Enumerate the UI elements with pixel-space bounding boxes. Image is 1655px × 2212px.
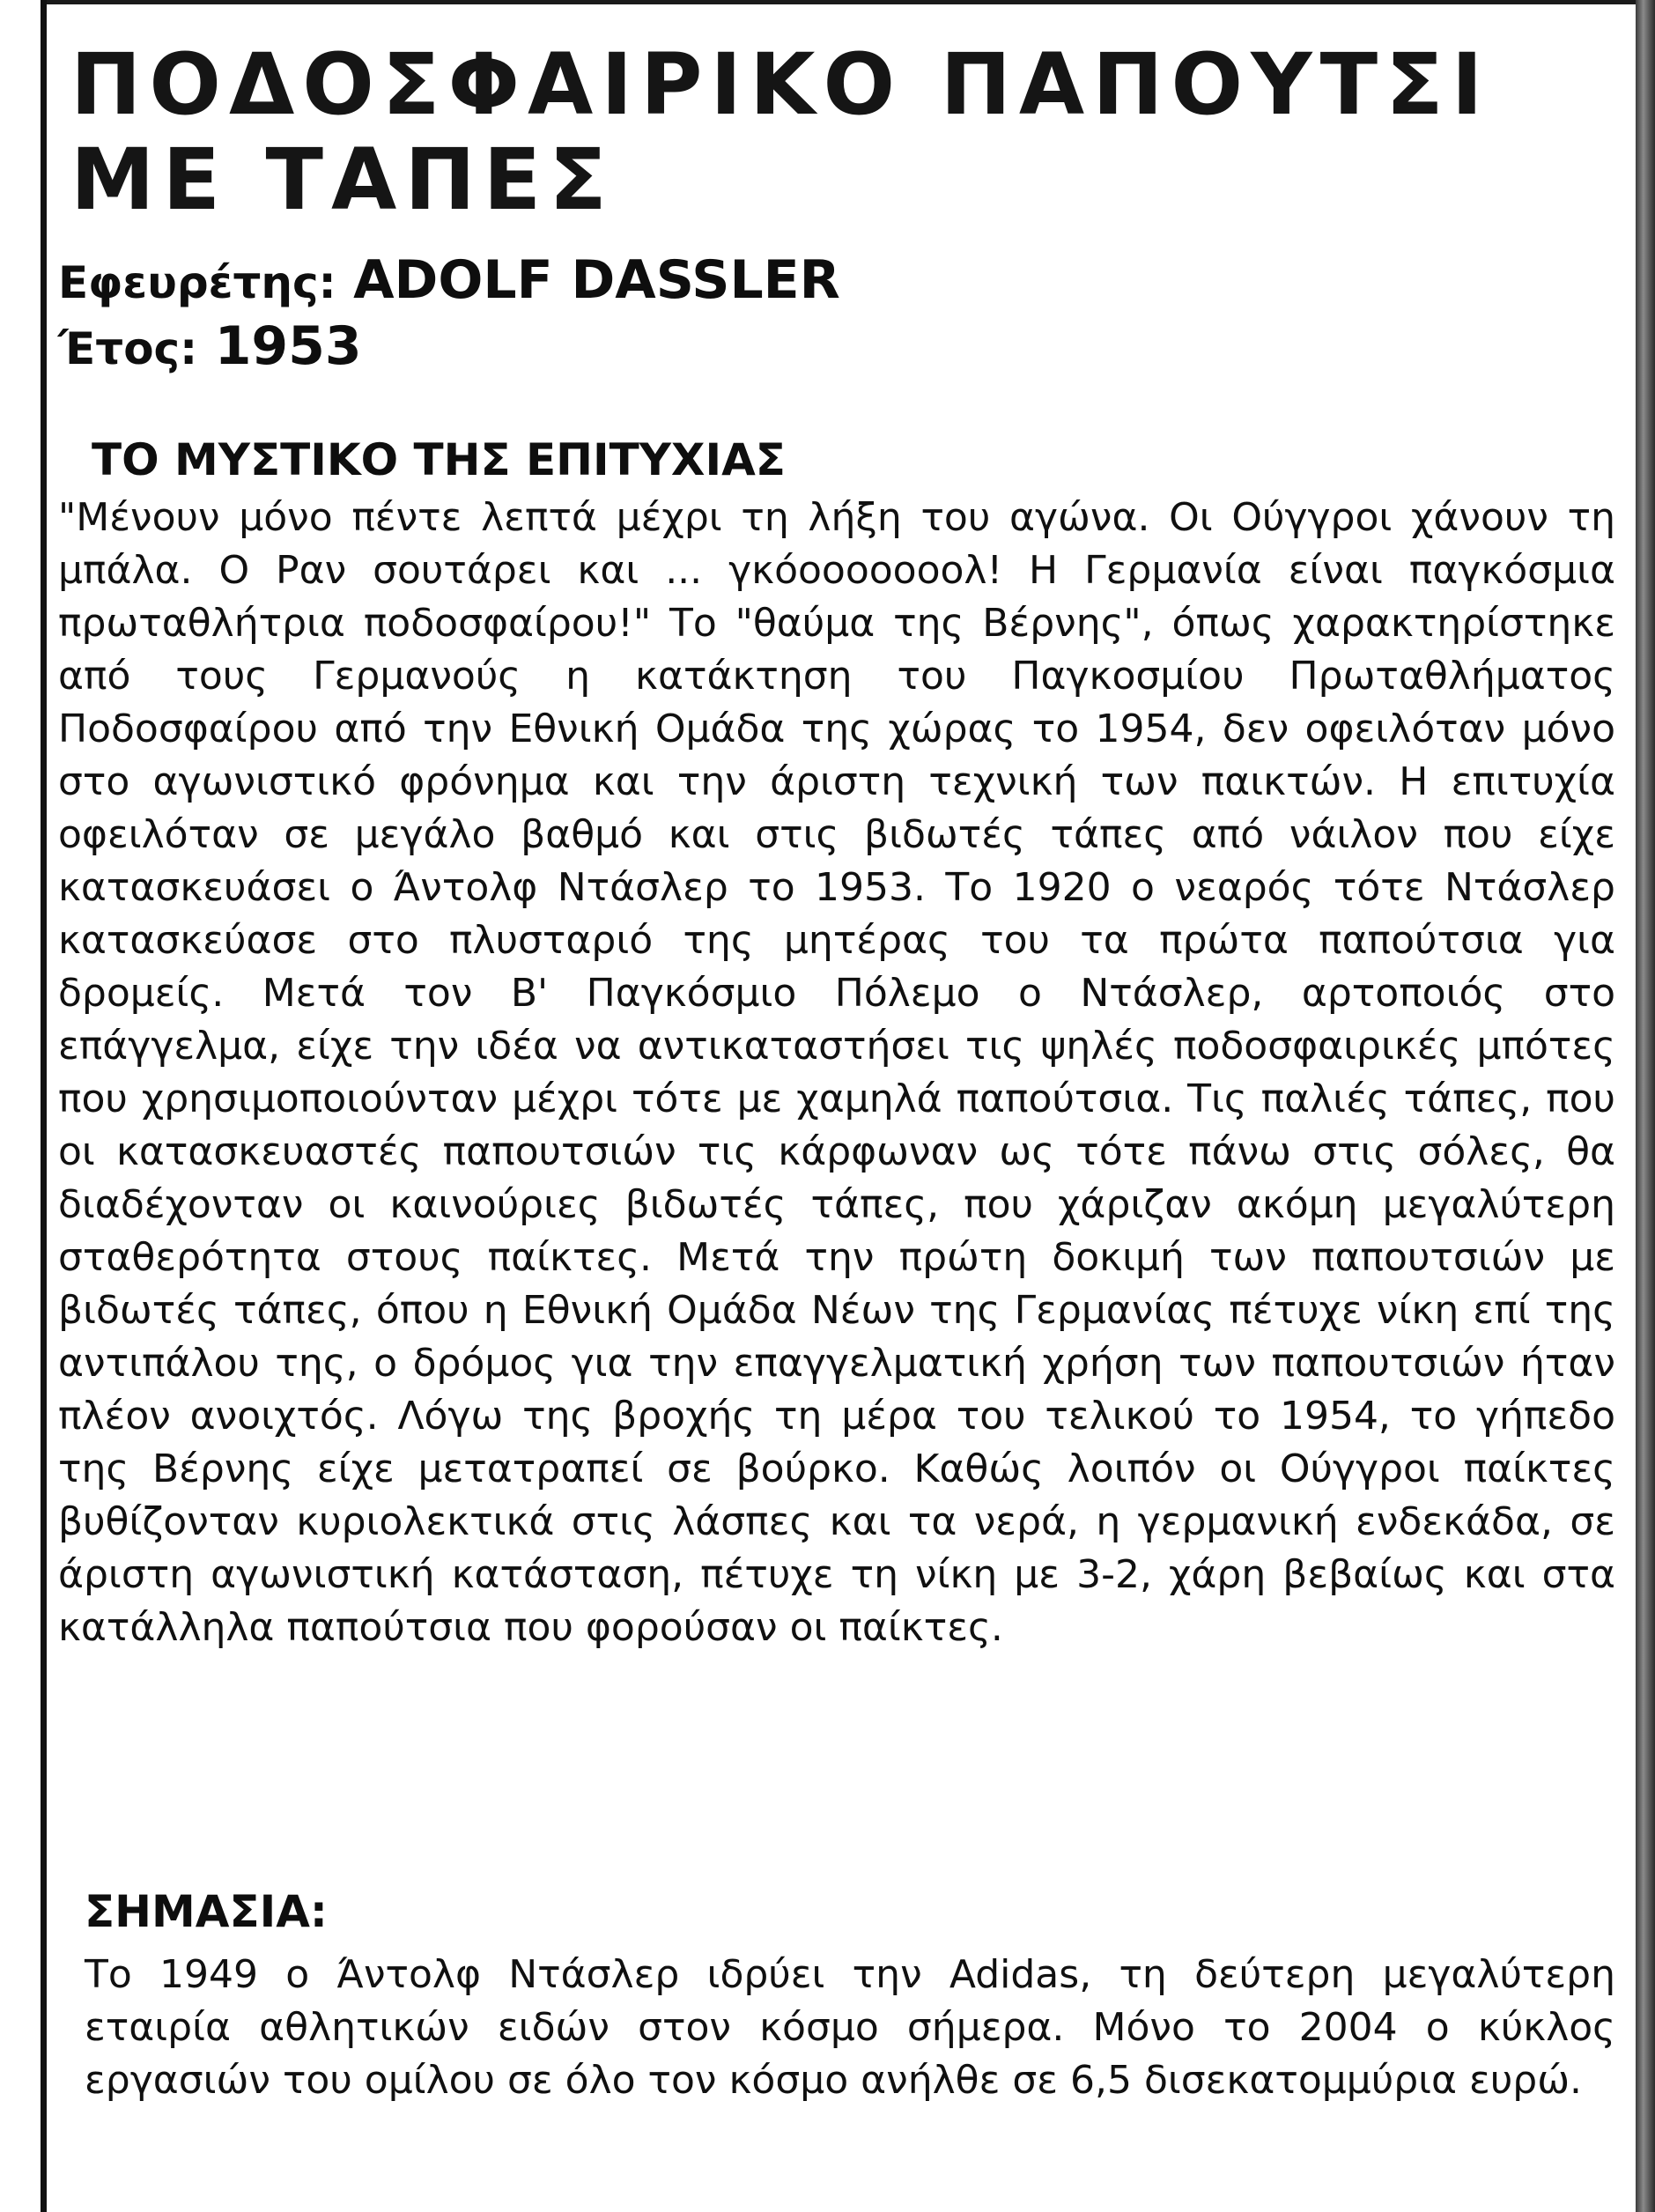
year-line xyxy=(58,314,840,381)
page-border-left xyxy=(41,0,47,2212)
year-value: 1953 xyxy=(214,315,362,377)
secret-section-heading: ΤΟ ΜΥΣΤΙΚΟ ΤΗΣ ΕΠΙΤΥΧΙΑΣ xyxy=(92,434,786,485)
inventor-line xyxy=(58,248,840,314)
title-line-2: ΜΕ ΤΑΠΕΣ xyxy=(70,130,615,229)
title-line-1: ΠΟΔΟΣΦΑΙΡΙΚΟ ΠΑΠΟΥΤΣΙ xyxy=(70,35,1491,134)
article-meta xyxy=(58,248,840,381)
secret-section-text: "Μένουν μόνο πέντε λεπτά μέχρι τη λήξη του αγώνα. Οι Ούγγροι χάνουν τη μπάλα. Ο Ραν σουτάρει και ... γκόοοοοοοολ! Η Γερμανία είναι παγκόσμια πρωταθλήτρια ποδοσφαίρου!" Το "θαύμα της Βέρνης", όπως χαρακτηρίστηκε από τους Γερμανούς η κατάκτηση του Παγκοσμίου Πρωταθλήματος Ποδοσφαίρου από την Εθνική Ομάδα της χώρας το 1954, δεν οφειλόταν μόνο στο αγωνιστικό φρόνημα και την άριστη τεχνική των παικτών. Η επιτυχία οφειλόταν σε μεγάλο βαθμό και στις βιδωτές τάπες από νάιλον που είχε κατασκευάσει ο Άντολφ Ντάσλερ το 1953. Το 1920 ο νεαρός τότε Ντάσλερ κατασκεύασε στο πλυσταριό της μητέρας του τα πρώτα παπούτσια για δρομείς. Μετά τον Β' Παγκόσμιο Πόλεμο ο Ντάσλερ, αρτοποιός στο επάγγελμα, είχε την ιδέα να αντικαταστήσει τις ψηλές ποδοσφαιρικές μπότες που χρησιμοποιούνταν μέχρι τότε με χαμηλά παπούτσια. Τις παλιές τάπες, που οι κατασκευαστές παπουτσιών τις κάρφωναν ως τότε πάνω στις σόλες, θα διαδέχονταν οι καινούριες βιδωτές τάπες, που χάριζαν ακόμη μεγαλύτερη σταθερότητα στους παίκτες. Μετά την πρώτη δοκιμή των παπουτσιών με βιδωτές τάπες, όπου η Εθνική Ομάδα Νέων της Γερμανίας πέτυχε νίκη επί της αντιπάλου της, ο δρόμος για την επαγγελματική χρήση των παπουτσιών ήταν πλέον ανοιχτός. Λόγω της βροχής τη μέρα του τελικού το 1954, το γήπεδο της Βέρνης είχε μετατραπεί σε βούρκο. Καθώς λοιπόν οι Ούγγροι παίκτες βυθίζονταν κυριολεκτικά στις λάσπες και τα νερά, η γερμανική ενδεκάδα, σε άριστη αγωνιστική κατάσταση, πέτυχε τη νίκη με 3-2, χάρη βεβαίως και στα κατάλληλα παπούτσια που φορούσαν οι παίκτες. xyxy=(58,495,1615,1650)
article-title xyxy=(70,37,1621,227)
inventor-name: ADOLF DASSLER xyxy=(353,249,840,311)
significance-section-text: Το 1949 ο Άντολφ Ντάσλερ ιδρύει την Adidas, τη δεύτερη μεγαλύτερη εταιρία αθλητικών ειδών στον κόσμο σήμερα. Μόνο το 2004 ο κύκλος εργασιών του ομίλου σε όλο τον κόσμο ανήλθε σε 6,5 δισεκατομμύρια ευρώ. xyxy=(85,1952,1615,2103)
page-border-top xyxy=(41,0,1636,4)
year-label: Έτος: xyxy=(58,323,198,374)
inventor-label: Εφευρέτης: xyxy=(58,257,336,308)
significance-section-heading: ΣΗΜΑΣΙΑ: xyxy=(85,1886,328,1937)
page-edge-right xyxy=(1636,0,1655,2212)
